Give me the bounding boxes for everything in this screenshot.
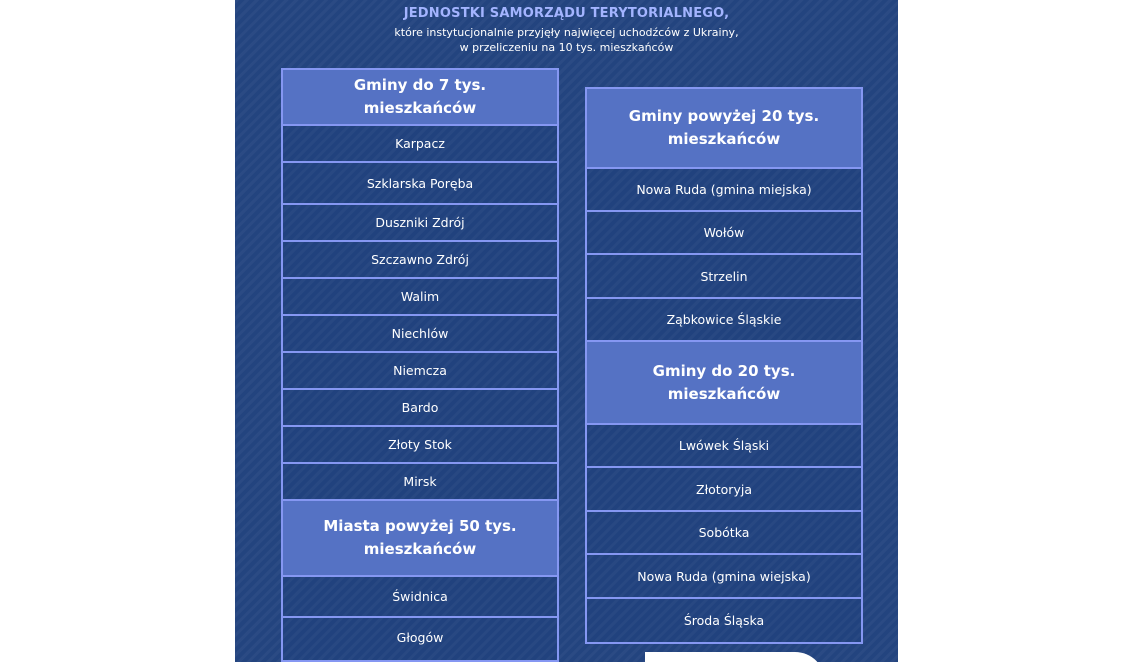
group-heading: Gminy do 20 tys. mieszkańców xyxy=(587,342,861,425)
list-item: Złotoryja xyxy=(587,468,861,512)
group-heading: Gminy powyżej 20 tys. mieszkańców xyxy=(587,89,861,169)
list-item: Nowa Ruda (gmina wiejska) xyxy=(587,555,861,599)
list-item: Złoty Stok xyxy=(283,427,557,464)
header-subtitle-line-2: w przeliczeniu na 10 tys. mieszkańców xyxy=(459,41,674,54)
list-item: Wołów xyxy=(587,212,861,255)
list-item: Sobótka xyxy=(587,512,861,555)
list-item: Świdnica xyxy=(283,577,557,618)
list-item: Środa Śląska xyxy=(683,613,765,628)
infographic xyxy=(235,0,898,662)
logo-shape-fragment xyxy=(645,652,825,662)
list-item: Duszniki Zdrój xyxy=(283,205,557,242)
group-heading: Miasta powyżej 50 tys. mieszkańców xyxy=(283,501,557,577)
list-item: Niemcza xyxy=(283,353,557,390)
group-heading: Gminy do 7 tys. mieszkańców xyxy=(283,70,557,126)
list-item: Mirsk xyxy=(283,464,557,501)
left-column xyxy=(281,68,559,662)
header-title: JEDNOSTKI SAMORZĄDU TERYTORIALNEGO, xyxy=(403,6,730,21)
right-column xyxy=(585,87,863,644)
list-item: Szczawno Zdrój xyxy=(283,242,557,279)
list-item: Nowa Ruda (gmina miejska) xyxy=(587,169,861,212)
list-item: Bardo xyxy=(283,390,557,427)
list-item: Niechlów xyxy=(283,316,557,353)
list-item: Szklarska Poręba xyxy=(283,163,557,205)
list-item: Walim xyxy=(283,279,557,316)
list-item: Głogów xyxy=(396,630,444,645)
list-item: Strzelin xyxy=(587,255,861,299)
list-item: Lwówek Śląski xyxy=(587,425,861,468)
list-item: Ząbkowice Śląskie xyxy=(587,299,861,342)
header-subtitle-line-1: które instytucjonalnie przyjęły najwięcej uchodźców z Ukrainy, xyxy=(394,26,739,39)
header xyxy=(235,6,898,55)
list-item: Karpacz xyxy=(283,126,557,163)
